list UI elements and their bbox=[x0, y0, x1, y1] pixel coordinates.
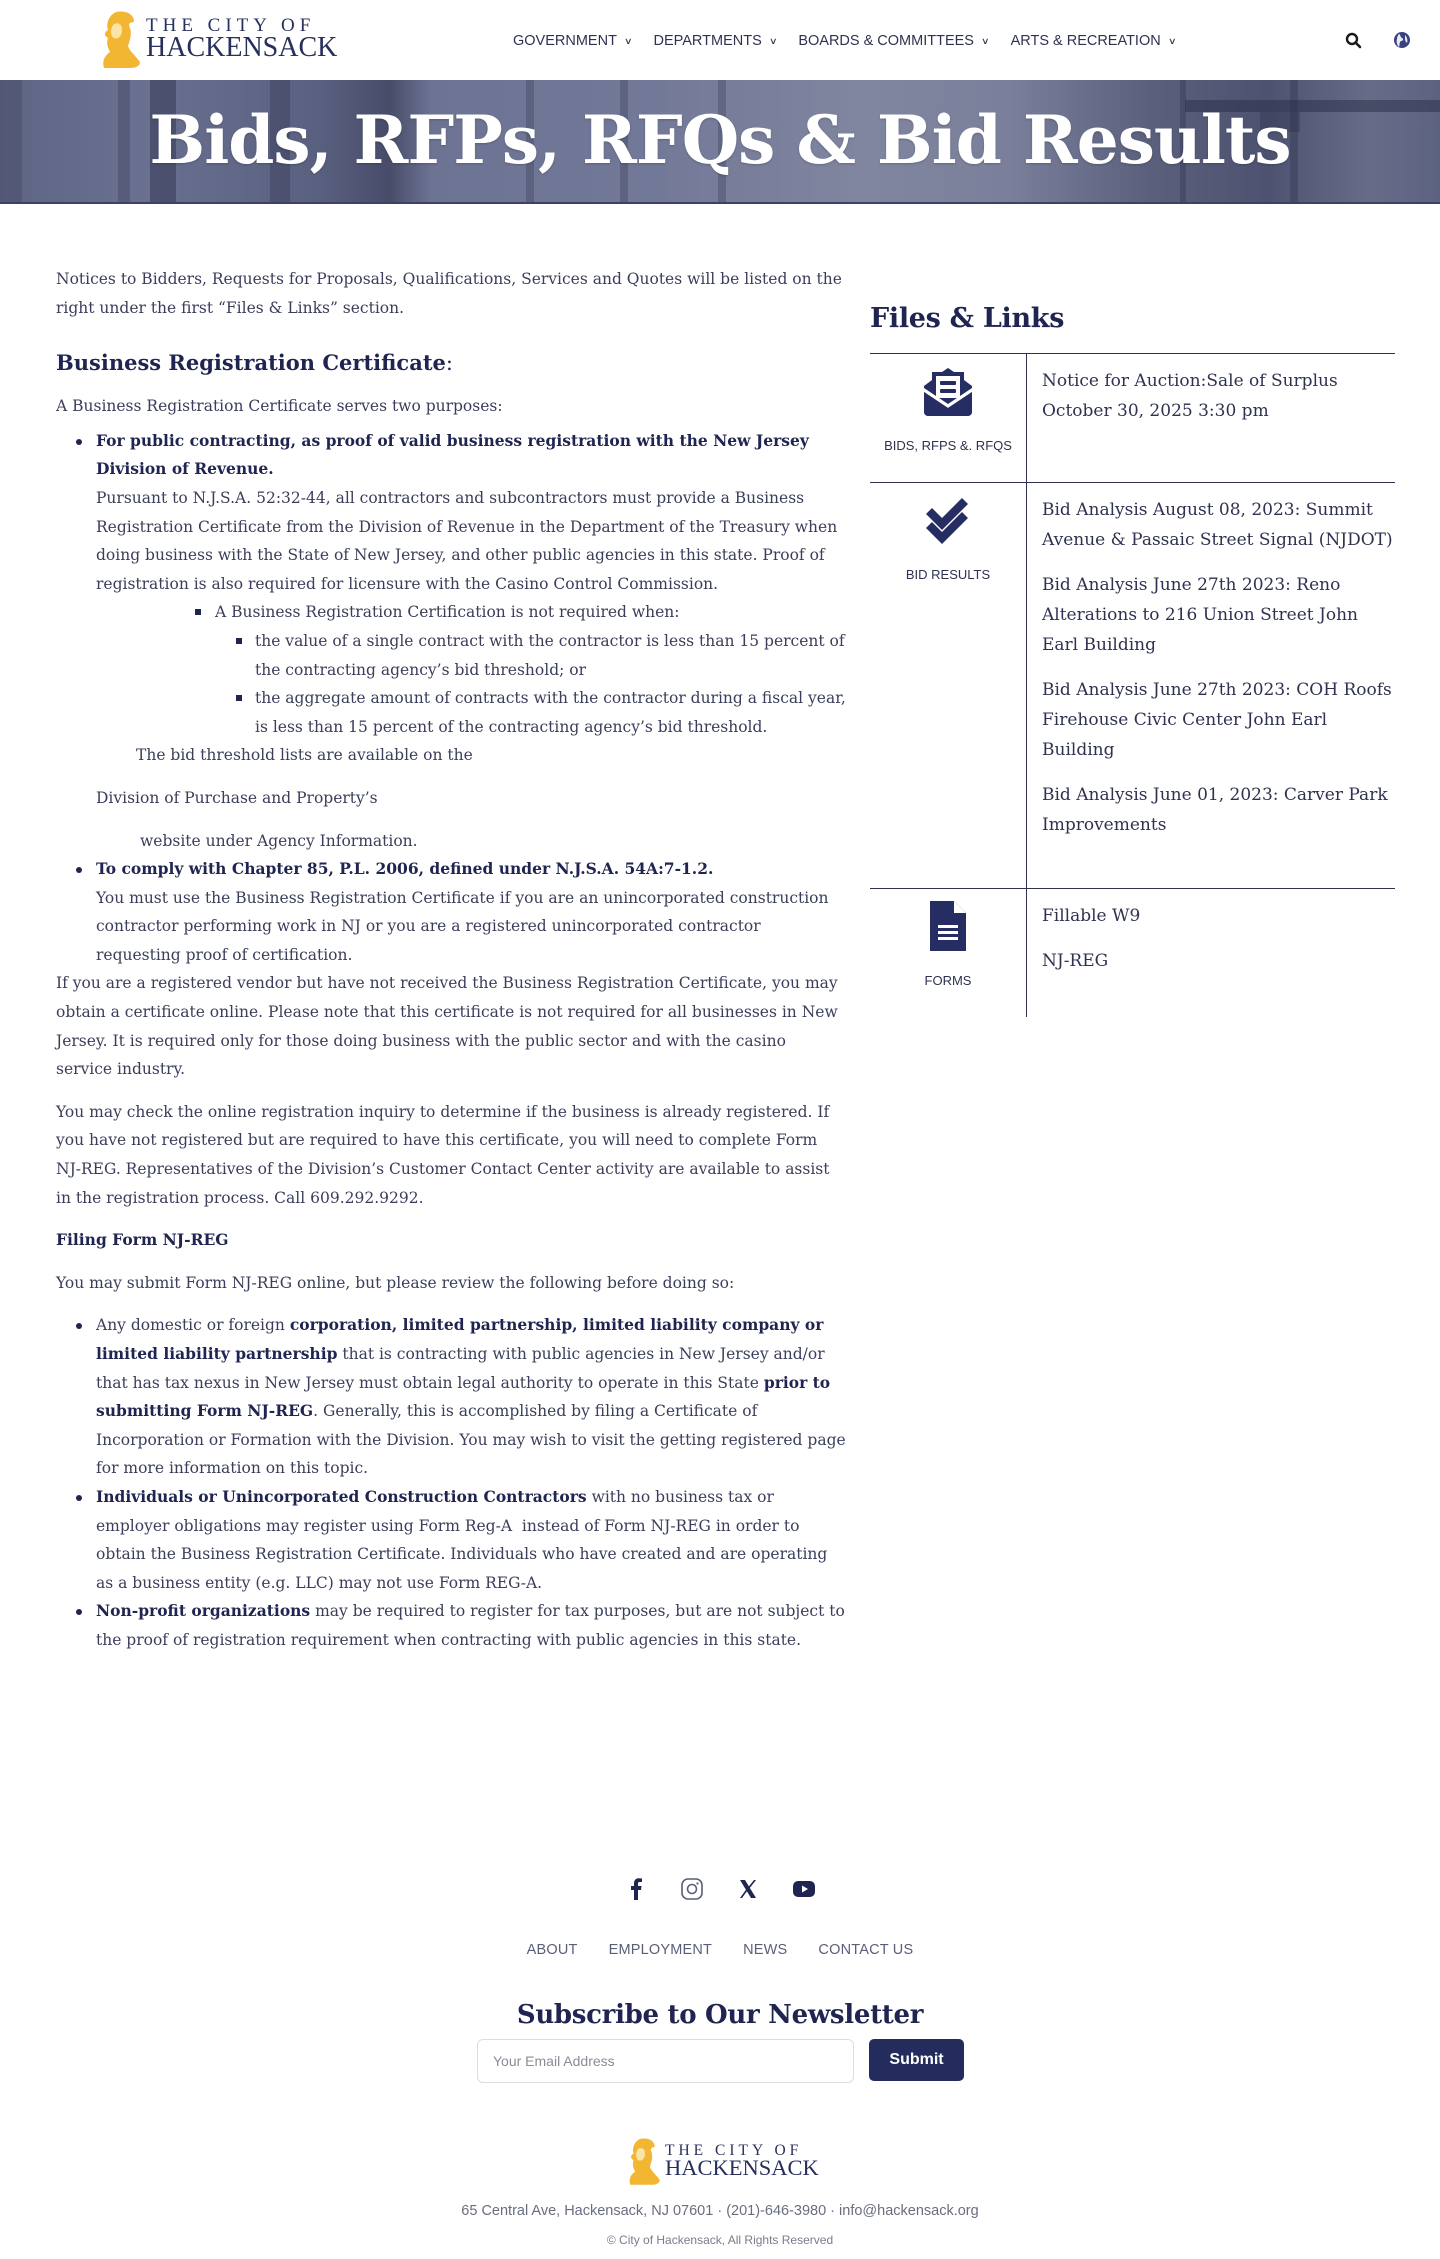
newsletter-email-input[interactable] bbox=[477, 2039, 854, 2083]
logo-portrait-icon bbox=[100, 10, 144, 68]
hero-banner bbox=[0, 80, 1440, 204]
intro-text: Notices to Bidders, Requests for Proposals, Qualifications, Services and Quotes will be listed on the right under the first “Files & Links” section. bbox=[56, 270, 842, 317]
bold-text: Non-profit organizations bbox=[96, 1601, 311, 1621]
nav-departments[interactable] bbox=[654, 33, 777, 49]
nav-label: BOARDS & COMMITTEES bbox=[798, 33, 974, 49]
purpose-item bbox=[96, 855, 846, 969]
category-label: FORMS bbox=[924, 973, 972, 988]
chevron-down-icon: ∨ bbox=[768, 35, 778, 46]
file-link[interactable]: Bid Analysis June 27th 2023: COH Roofs Firehouse Civic Center John Earl Building bbox=[1042, 680, 1392, 760]
chevron-down-icon: ∨ bbox=[1167, 35, 1177, 46]
text: with no business tax or employer obligations may register using Form Reg-A instead of Form NJ-REG in order to obtain the Business Registration Certificate. Individuals who have created and are operating as a business entity (e.g. LLC) may not use Form REG-A. bbox=[96, 1487, 828, 1592]
footer-nav bbox=[0, 1942, 1440, 1958]
newsletter-submit-button[interactable]: Submit bbox=[869, 2039, 964, 2081]
condition-item: the aggregate amount of contracts with the contractor during a fiscal year, is less than 15 percent of the contracting agency’s bid threshold. bbox=[255, 684, 846, 741]
instagram-icon bbox=[681, 1878, 703, 1900]
nav-label: GOVERNMENT bbox=[513, 33, 617, 49]
condition-list bbox=[215, 627, 846, 741]
logo-wordmark bbox=[665, 2143, 819, 2180]
file-link[interactable]: Bid Analysis August 08, 2023: Summit Avenue & Passaic Street Signal (NJDOT) bbox=[1042, 500, 1393, 550]
footer-link-news[interactable]: NEWS bbox=[743, 1942, 788, 1958]
sidebar-section-forms bbox=[870, 888, 1395, 1017]
nav-arts-recreation[interactable] bbox=[1011, 33, 1176, 49]
filing-item bbox=[96, 1311, 846, 1483]
x-link[interactable] bbox=[736, 1876, 760, 1902]
site-header bbox=[0, 0, 1440, 80]
logo-line1: THE CITY OF bbox=[146, 15, 316, 36]
purpose-body: Pursuant to N.J.S.A. 52:32-44, all contractors and subcontractors must provide a Business Registration Certificate from the Division of Revenue in the Department of the Treasury when doing business with the State of New Jersey, and other public agencies in this state. Proof of registration is also required for licensure with the Casino Control Commission. bbox=[96, 488, 838, 593]
purpose-title: To comply with Chapter 85, P.L. 2006, defined under N.J.S.A. 54A:7-1.2. bbox=[96, 859, 714, 879]
globe-icon bbox=[1393, 31, 1411, 49]
purpose-body: You must use the Business Registration Certificate if you are an unincorporated construction contractor performing work in NJ or you are a registered unincorporated contractor requesting proof of certification. bbox=[96, 888, 829, 964]
sidebar-section-bid-results bbox=[870, 482, 1395, 888]
social-links bbox=[0, 1876, 1440, 1902]
instagram-link[interactable] bbox=[680, 1876, 704, 1902]
links-list bbox=[1027, 483, 1395, 888]
heading-text: Business Registration Certificate bbox=[56, 350, 446, 376]
footer-logo[interactable] bbox=[627, 2134, 817, 2188]
nav-label: DEPARTMENTS bbox=[653, 33, 762, 49]
filing-list bbox=[56, 1311, 846, 1654]
category-forms[interactable] bbox=[870, 889, 1027, 1017]
chevron-down-icon: ∨ bbox=[980, 35, 990, 46]
chevron-down-icon: ∨ bbox=[623, 35, 633, 46]
footer-link-contact-us[interactable]: CONTACT US bbox=[818, 1942, 914, 1958]
filing-heading: Filing Form NJ-REG bbox=[56, 1230, 229, 1250]
website-text: website under Agency Information. bbox=[140, 831, 418, 850]
bold-text: prior to submitting Form NJ-REG bbox=[96, 1372, 831, 1421]
text: that is contracting with public agencies in New Jersey and/or that has tax nexus in New Jersey must obtain legal authority to operate in this State bbox=[96, 1345, 825, 1392]
double-check-icon bbox=[922, 495, 974, 545]
logo-wordmark bbox=[146, 16, 337, 62]
sidebar-title: Files & Links bbox=[870, 303, 1065, 334]
page-title: Bids, RFPs, RFQs & Bid Results bbox=[149, 101, 1291, 179]
search-button[interactable] bbox=[1342, 29, 1364, 51]
exemption-text: A Business Registration Certification is not required when: bbox=[215, 603, 680, 622]
inquiry-paragraph: You may check the online registration inquiry to determine if the business is already registered. If you have not registered but are required to have this certificate, you will need to complete Form NJ-REG. Representatives of the Division’s Customer Contact Center activity are available to assist in the registration process. Call 609.292.9292. bbox=[56, 1102, 830, 1207]
logo-line1: THE CITY OF bbox=[665, 2141, 803, 2159]
nav-label: ARTS & RECREATION bbox=[1010, 33, 1161, 49]
purpose-title: For public contracting, as proof of valid business registration with the New Jersey Division of Revenue. bbox=[96, 430, 809, 479]
logo-portrait-icon bbox=[627, 2136, 663, 2186]
filing-item bbox=[96, 1597, 846, 1654]
nav-boards-committees[interactable] bbox=[798, 33, 988, 49]
facebook-link[interactable] bbox=[624, 1876, 648, 1902]
condition-item: the value of a single contract with the contractor is less than 15 percent of the contracting agency’s bid threshold; or bbox=[255, 627, 846, 684]
footer-link-employment[interactable]: EMPLOYMENT bbox=[608, 1942, 713, 1958]
threshold-text: The bid threshold lists are available on the bbox=[136, 746, 473, 765]
logo-line2: HACKENSACK bbox=[665, 2155, 819, 2180]
footer-copyright: © City of Hackensack, All Rights Reserved bbox=[606, 2233, 834, 2247]
facebook-icon bbox=[630, 1878, 642, 1900]
file-link[interactable]: Bid Analysis June 01, 2023: Carver Park Improvements bbox=[1042, 785, 1388, 835]
file-link[interactable]: Notice for Auction:Sale of Surplus October 30, 2025 3:30 pm bbox=[1042, 371, 1338, 421]
category-label: BID RESULTS bbox=[905, 567, 991, 582]
category-bids[interactable] bbox=[870, 354, 1027, 482]
logo-line2: HACKENSACK bbox=[146, 32, 338, 63]
hero-divider bbox=[0, 202, 1440, 204]
file-lines-icon bbox=[922, 901, 974, 951]
main-nav bbox=[513, 30, 1197, 52]
footer-address: 65 Central Ave, Hackensack, NJ 07601 · (201)-646-3980 · info@hackensack.org bbox=[461, 2203, 979, 2219]
main-content bbox=[56, 265, 846, 1655]
sidebar-section-bids bbox=[870, 353, 1395, 482]
youtube-icon bbox=[793, 1880, 815, 1898]
search-icon bbox=[1345, 32, 1362, 49]
newsletter-title: Subscribe to Our Newsletter bbox=[516, 2000, 924, 2030]
heading-colon: : bbox=[445, 351, 453, 376]
footer-link-about[interactable]: ABOUT bbox=[526, 1942, 578, 1958]
youtube-link[interactable] bbox=[792, 1876, 816, 1902]
nav-government[interactable] bbox=[513, 33, 632, 49]
language-button[interactable] bbox=[1391, 29, 1413, 51]
purposes-intro: A Business Registration Certificate serves two purposes: bbox=[56, 397, 503, 416]
category-bid-results[interactable] bbox=[870, 483, 1027, 888]
envelope-open-text-icon bbox=[922, 366, 974, 416]
file-link[interactable]: NJ-REG bbox=[1042, 951, 1109, 971]
x-icon bbox=[738, 1879, 758, 1899]
files-links-sidebar bbox=[870, 298, 1395, 1017]
exemption-item bbox=[215, 598, 846, 741]
text: may be required to register for tax purposes, but are not subject to the proof of registration requirement when contracting with public agencies in this state. bbox=[96, 1602, 845, 1649]
division-link[interactable]: Division of Purchase and Property’s bbox=[96, 788, 378, 807]
category-label: BIDS, RFPS &. RFQS bbox=[884, 438, 1012, 453]
text: Any domestic or foreign bbox=[96, 1316, 290, 1335]
filing-item bbox=[96, 1483, 846, 1597]
links-list bbox=[1027, 354, 1395, 482]
bold-text: Individuals or Unincorporated Construction Contractors bbox=[96, 1486, 587, 1506]
exemption-list bbox=[96, 598, 846, 741]
links-list bbox=[1027, 889, 1395, 1017]
site-logo[interactable] bbox=[100, 10, 340, 68]
file-link[interactable]: Fillable W9 bbox=[1042, 906, 1141, 926]
purpose-item bbox=[96, 427, 846, 855]
section-heading-brc bbox=[56, 346, 846, 380]
vendor-paragraph: If you are a registered vendor but have not received the Business Registration Certificate, you may obtain a certificate online. Please note that this certificate is not required for all businesses in New Jersey. It is required only for those doing business with the public sector and with the casino service industry. bbox=[56, 974, 838, 1079]
filing-intro: You may submit Form NJ-REG online, but please review the following before doing so: bbox=[56, 1273, 735, 1292]
text: . Generally, this is accomplished by filing a Certificate of Incorporation or Formation with the Division. You may wish to visit the getting registered page for more information on this topic. bbox=[96, 1402, 846, 1478]
purposes-list bbox=[56, 427, 846, 970]
file-link[interactable]: Bid Analysis June 27th 2023: Reno Alterations to 216 Union Street John Earl Building bbox=[1042, 575, 1358, 655]
bold-text: corporation, limited partnership, limited liability company or limited liability partnership bbox=[96, 1315, 824, 1363]
